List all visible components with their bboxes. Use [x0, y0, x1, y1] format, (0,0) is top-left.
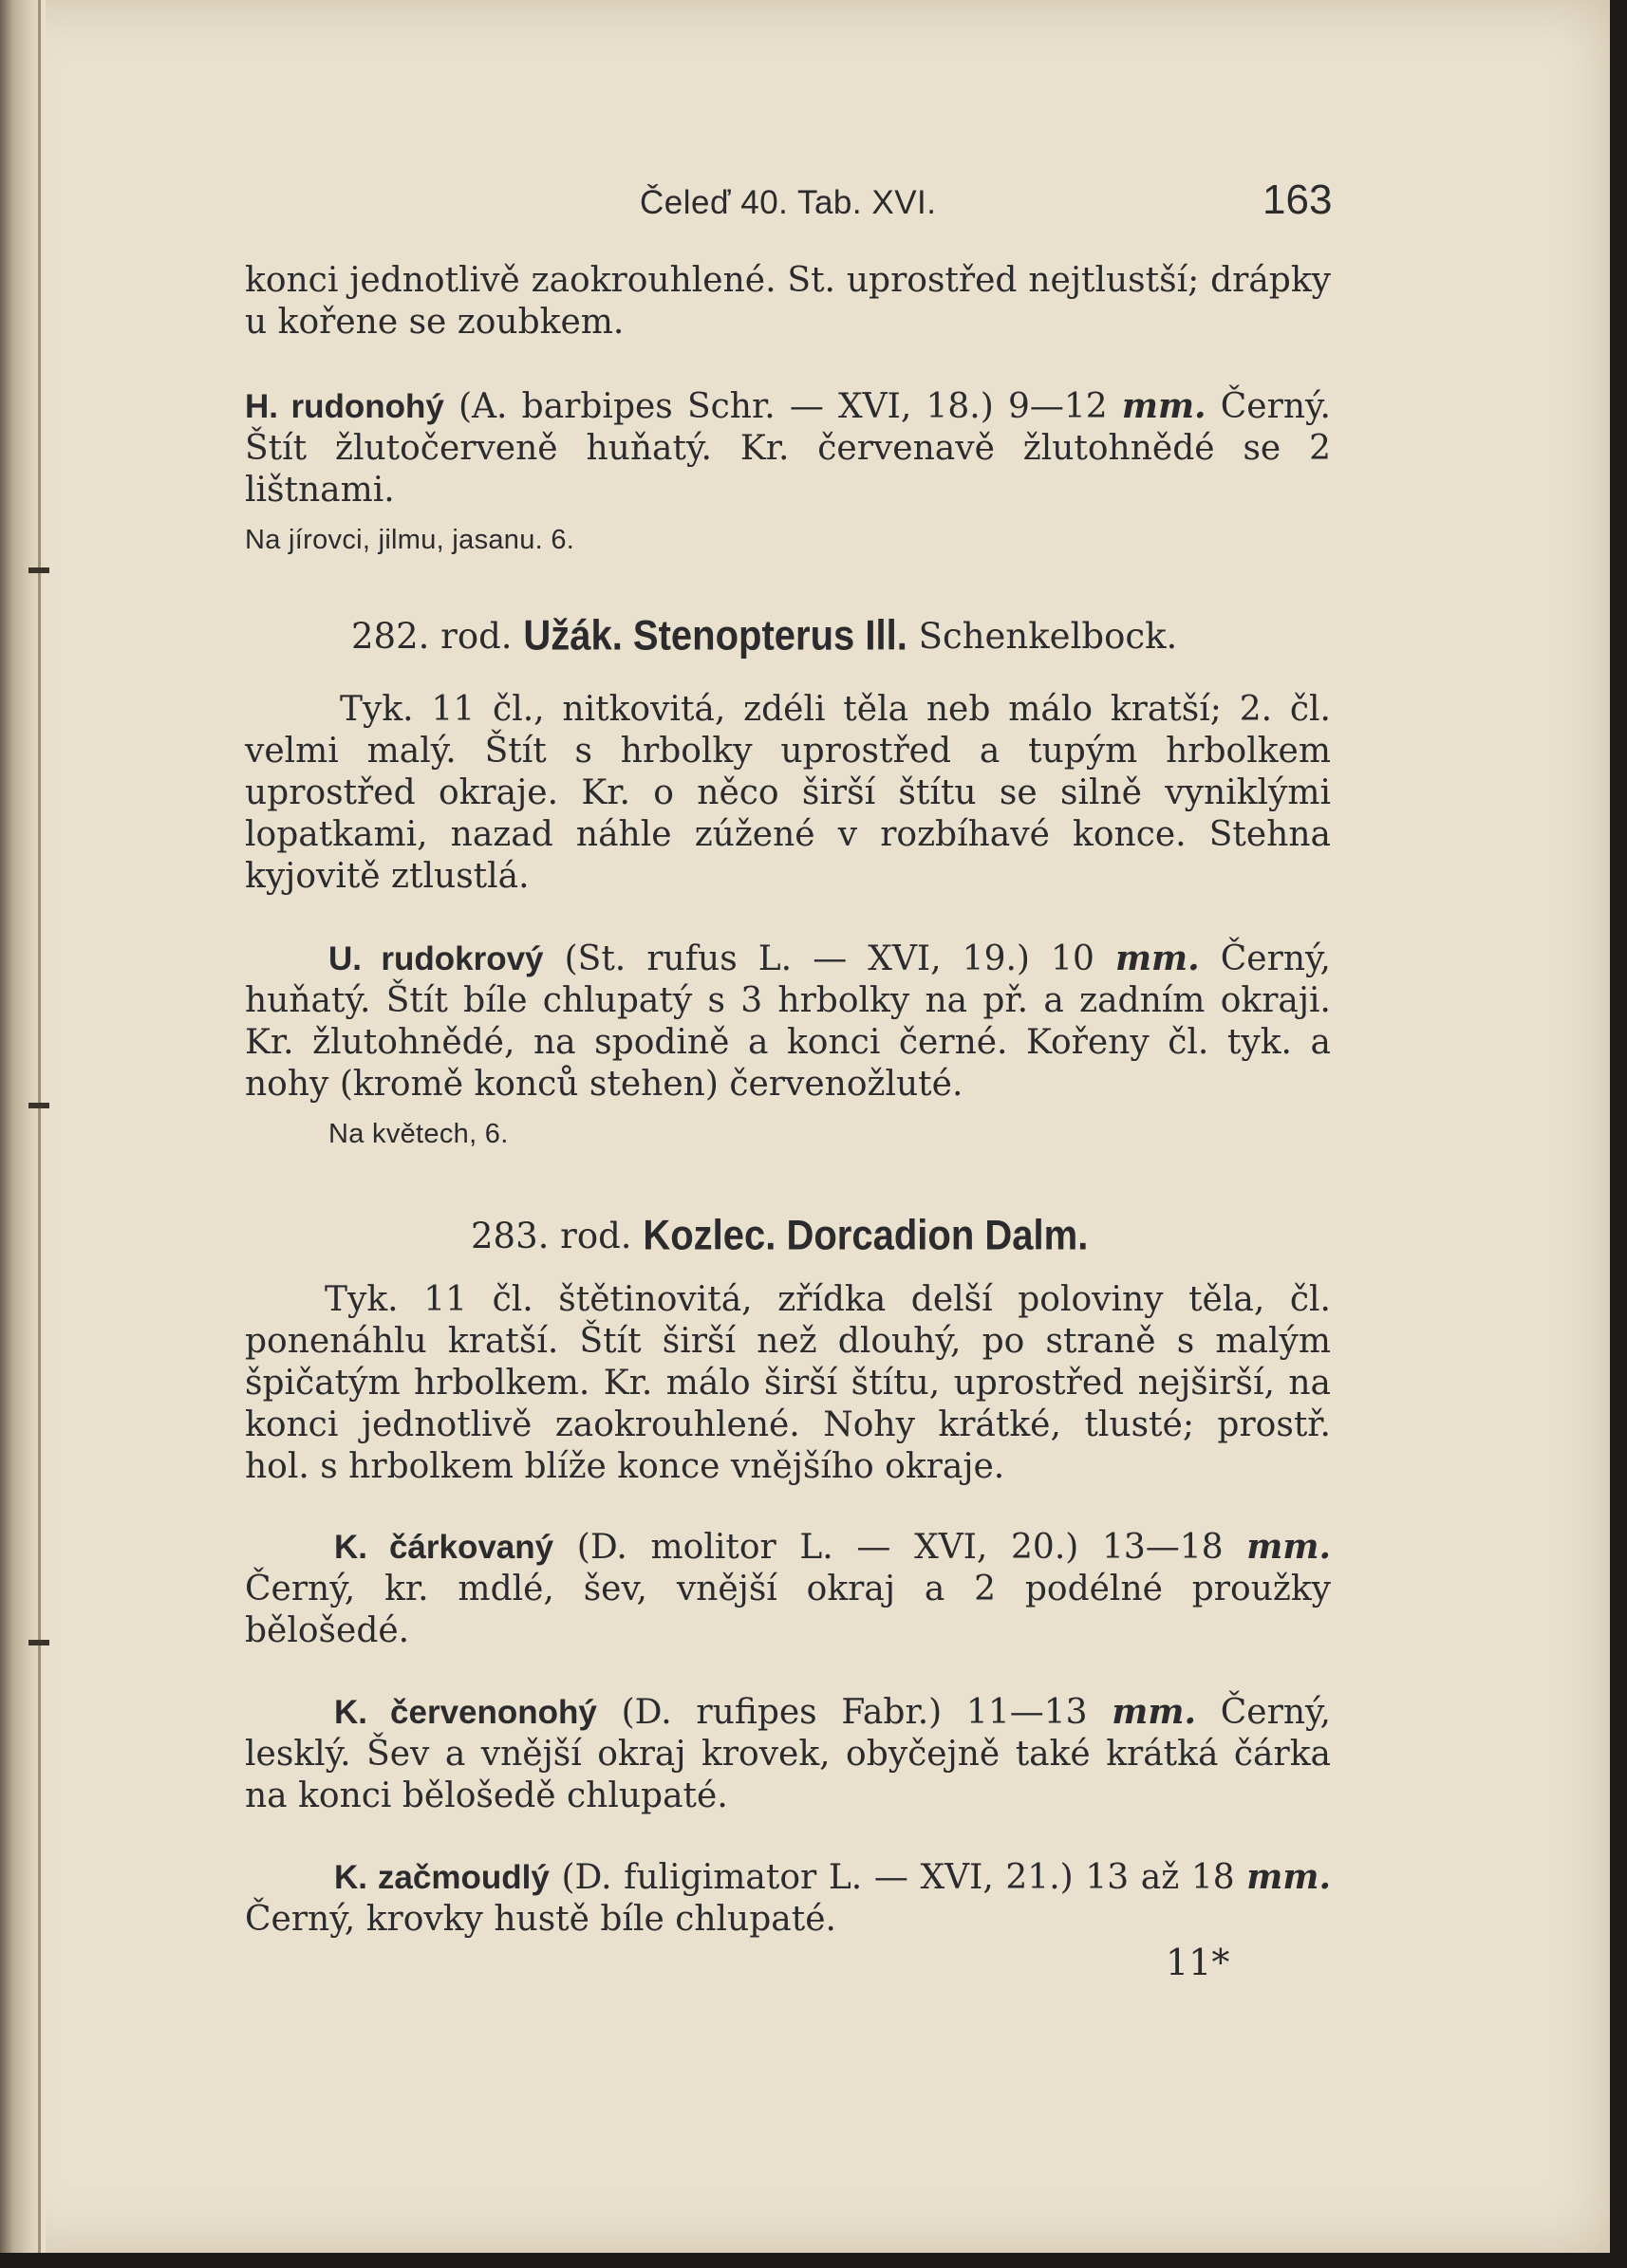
- genus-description: [245, 1279, 1331, 1488]
- species-entry: [245, 1526, 1331, 1652]
- unit: mm.: [1121, 386, 1206, 426]
- species-entry: [245, 1856, 1331, 1941]
- species-description: [245, 1691, 1331, 1817]
- species-name: U. rudokrový: [328, 940, 544, 977]
- species-description: [245, 385, 1331, 511]
- page-edge-line: [38, 0, 41, 2253]
- species-entry: [245, 1691, 1331, 1817]
- habitat-note: Na jírovci, jilmu, jasanu. 6.: [245, 525, 575, 555]
- unit: mm.: [1112, 1692, 1197, 1732]
- paragraph-text: Tyk. 11 čl. štětinovitá, zřídka delší poloviny těla, čl. ponenáhlu kratší. Štít širší než dlouhý, po straně s malým špičatým hrbolkem. Kr. málo širší štítu, uprostřed nejširší, na konci jednotlivě zaokrouhlené. Nohy krátké, tlusté; prostř. hol. s hrbolkem blíže konce vnějšího okraje.: [245, 1280, 1331, 1486]
- species-text: Černý, huňatý. Štít bíle chlupatý s 3 hrbolky na př. a zadním okraji. Kr. žlutohnědé, na spodině a konci černé. Kořeny čl. tyk. a nohy (kromě konců stehen) červenožluté.: [245, 939, 1331, 1104]
- genus-name: Užák. Stenopterus Ill.: [523, 612, 907, 660]
- species-description: [245, 1526, 1331, 1652]
- running-head: Čeleď 40. Tab. XVI.: [640, 184, 937, 221]
- species-text: (D. molitor L. — XVI, 20.) 13—18: [553, 1528, 1247, 1567]
- genus-name: Kozlec. Dorcadion Dalm.: [643, 1212, 1089, 1259]
- genus-heading: [351, 612, 1300, 660]
- edge-mark: [28, 1640, 49, 1645]
- paragraph-text: Tyk. 11 čl., nitkovitá, zdéli těla neb málo kratší; 2. čl. velmi malý. Štít s hrbolky uprostřed a tupým hrbolkem uprostřed okraje. Kr. o něco širší štítu se silně vyniklými lopatkami, nazad náhle zúžené v rozbíhavé konce. Stehna kyjovitě ztlustlá.: [245, 690, 1331, 896]
- species-text: Černý, lesklý. Šev a vnější okraj krovek, obyčejně také krátká čárka na konci bělošedě chlupaté.: [245, 1693, 1332, 1815]
- species-entry: [245, 938, 1331, 1150]
- species-name: K. začmoudlý: [334, 1859, 550, 1896]
- species-text: Černý, krovky hustě bíle chlupaté.: [245, 1900, 836, 1939]
- signature-mark: 11*: [1166, 1942, 1230, 1983]
- species-description: [245, 1856, 1331, 1941]
- page-header: [0, 173, 1610, 230]
- species-name: H. rudonohý: [245, 388, 444, 425]
- species-description: [245, 938, 1331, 1106]
- species-text: (D. rufipes Fabr.) 11—13: [596, 1693, 1113, 1732]
- edge-mark: [28, 567, 49, 573]
- edge-mark: [28, 1103, 49, 1108]
- genus-number: 282. rod.: [351, 616, 524, 657]
- species-text: (St. rufus L. — XVI, 19.) 10: [543, 939, 1115, 978]
- unit: mm.: [1246, 1527, 1331, 1567]
- paragraph-text: konci jednotlivě zaokrouhlené. St. uprostřed nejtlustší; drápky u kořene se zoubkem.: [245, 261, 1331, 342]
- species-name: K. čárkovaný: [334, 1529, 554, 1566]
- german-name: Schenkelbock.: [907, 616, 1178, 657]
- unit: mm.: [1114, 939, 1200, 978]
- species-entry: [245, 385, 1331, 556]
- species-text: Černý, kr. mdlé, šev, vnější okraj a 2 podélné proužky bělošedé.: [245, 1570, 1331, 1650]
- species-name: K. červenonohý: [334, 1694, 597, 1731]
- genus-heading: [471, 1212, 1325, 1259]
- unit: mm.: [1246, 1857, 1332, 1897]
- species-text: (D. fuligimator L. — XVI, 21.) 13 až 18: [549, 1858, 1247, 1897]
- paragraph-continuation: [245, 260, 1331, 344]
- genus-description: [245, 689, 1331, 898]
- habitat-note: Na květech, 6.: [328, 1119, 509, 1149]
- genus-number: 283. rod.: [471, 1216, 644, 1256]
- page-number: 163: [1262, 177, 1333, 223]
- species-text: (A. barbipes Schr. — XVI, 18.) 9—12: [443, 387, 1122, 426]
- species-text: Černý. Štít žlutočerveně huňatý. Kr. červenavě žlutohnědé se 2 lištnami.: [245, 387, 1332, 510]
